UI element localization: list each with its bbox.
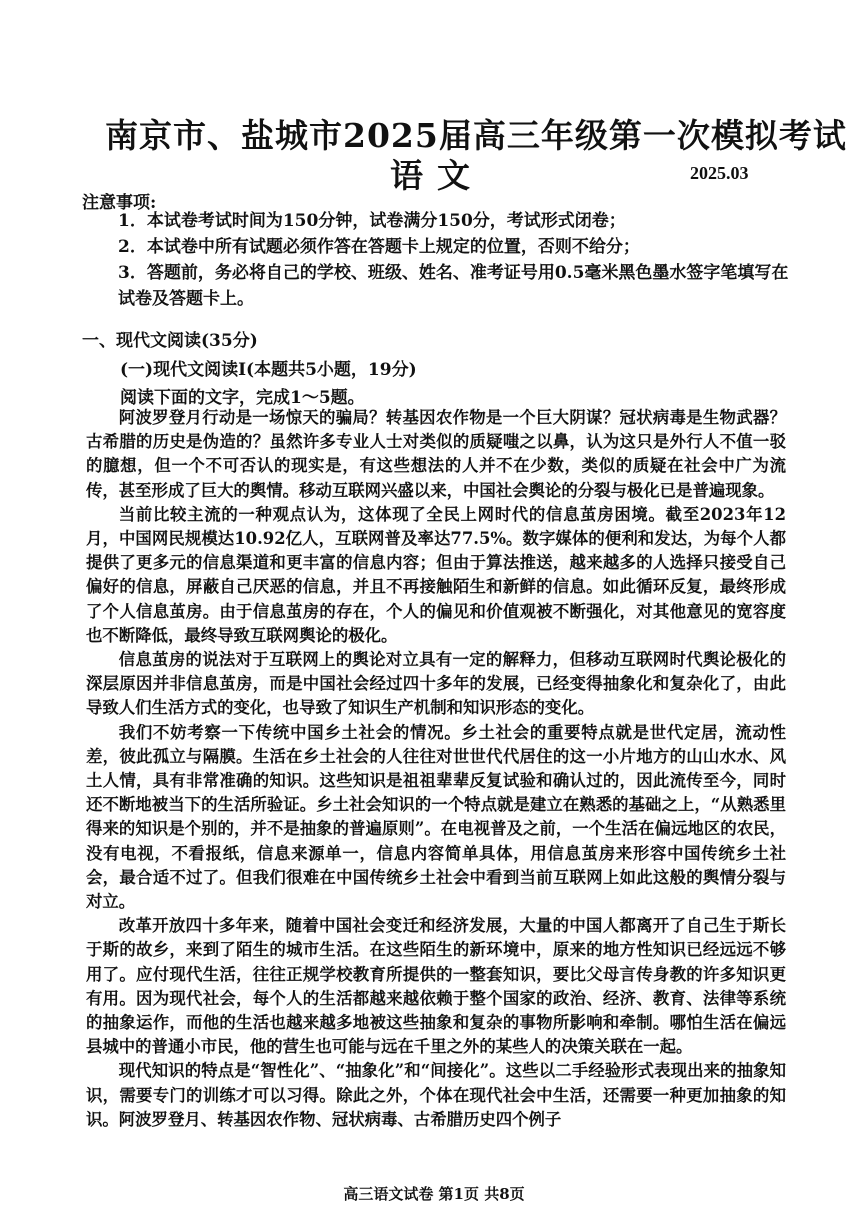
subsection-heading: (一)现代文阅读Ⅰ(本题共5小题，19分) — [120, 360, 417, 380]
subject-title: 语文 — [390, 156, 484, 195]
section-heading: 一、现代文阅读(35分) — [82, 331, 258, 351]
notice-heading: 注意事项: — [82, 193, 157, 213]
exam-date: 2025.03 — [690, 163, 749, 183]
passage-paragraph: 改革开放四十多年来，随着中国社会变迁和经济发展，大量的中国人都离开了自己生于斯长于斯的故乡，来到了陌生的城市生活。在这些陌生的新环境中，原来的地方性知识已经远远不够用了。应付现代生活，往往正规学校教育所提供的一整套知识，要比父母言传身教的许多知识更有用。因为现代社会，每个人的生活都越来越依赖于整个国家的政治、经济、教育、法律等系统的抽象运作，而他的生活也越来越多地被这些抽象和复杂的事物所影响和牵制。哪怕生活在偏远县城中的普通小市民，他的营生也可能与远在千里之外的某些人的决策关联在一起。 — [86, 916, 786, 1057]
page-footer: 高三语文试卷 第1页 共8页 — [343, 1185, 525, 1203]
notice-item: 3．答题前，务必将自己的学校、班级、姓名、准考证号用0.5毫米黑色墨水签字笔填写在试卷及答题卡上。 — [118, 263, 789, 309]
notice-item: 1．本试卷考试时间为150分钟，试卷满分150分，考试形式闭卷； — [118, 211, 626, 231]
passage-paragraph: 现代知识的特点是“智性化”、“抽象化”和“间接化”。这些以二手经验形式表现出来的抽象知识，需要专门的训练才可以习得。除此之外，个体在现代社会中生活，还需要一种更加抽象的知识。阿波罗登月、转基因农作物、冠状病毒、古希腊历史四个例子 — [86, 1061, 786, 1129]
passage-paragraph: 当前比较主流的一种观点认为，这体现了全民上网时代的信息茧房困境。截至2023年12月，中国网民规模达10.92亿人，互联网普及率达77.5%。数字媒体的便利和发达，为每个人都提供了更多元的信息渠道和更丰富的信息内容；但由于算法推送，越来越多的人选择只接受自己偏好的信息，屏蔽自己厌恶的信息，并且不再接触陌生和新鲜的信息。如此循环反复，最终形成了个人信息茧房。由于信息茧房的存在，个人的偏见和价值观被不断强化，对其他意见的宽容度也不断降低，最终导致互联网舆论的极化。 — [86, 504, 786, 645]
passage-paragraph: 信息茧房的说法对于互联网上的舆论对立具有一定的解释力，但移动互联网时代舆论极化的深层原因并非信息茧房，而是中国社会经过四十多年的发展，已经变得抽象化和复杂化了，由此导致人们生活方式的变化，也导致了知识生产机制和知识形态的变化。 — [86, 650, 786, 718]
passage-paragraph: 我们不妨考察一下传统中国乡土社会的情况。乡土社会的重要特点就是世代定居，流动性差，彼此孤立与隔膜。生活在乡土社会的人往往对世世代代居住的这一小片地方的山山水水、风土人情，具有非常准确的知识。这些知识是祖祖辈辈反复试验和确认过的，因此流传至今，同时还不断地被当下的生活所验证。乡土社会知识的一个特点就是建立在熟悉的基础之上，“从熟悉里得来的知识是个别的，并不是抽象的普遍原则”。在电视普及之前，一个生活在偏远地区的农民，没有电视，不看报纸，信息来源单一，信息内容简单具体，用信息茧房来形容中国传统乡土社会，最合适不过了。但我们很难在中国传统乡土社会中看到当前互联网上如此这般的舆情分裂与对立。 — [86, 722, 786, 912]
reading-instruction: 阅读下面的文字，完成1～5题。 — [120, 388, 365, 408]
reading-passage — [86, 406, 786, 1132]
exam-title: 南京市、盐城市2025届高三年级第一次模拟考试 — [105, 116, 847, 155]
passage-paragraph: 阿波罗登月行动是一场惊天的骗局？转基因农作物是一个巨大阴谋？冠状病毒是生物武器？古希腊的历史是伪造的？虽然许多专业人士对类似的质疑嗤之以鼻，认为这只是外行人不值一驳的臆想，但一个不可否认的现实是，有这些想法的人并不在少数，类似的质疑在社会中广为流传，甚至形成了巨大的舆情。移动互联网兴盛以来，中国社会舆论的分裂与极化已是普遍现象。 — [86, 408, 786, 500]
notice-item: 2．本试卷中所有试题必须作答在答题卡上规定的位置，否则不给分； — [118, 237, 640, 257]
